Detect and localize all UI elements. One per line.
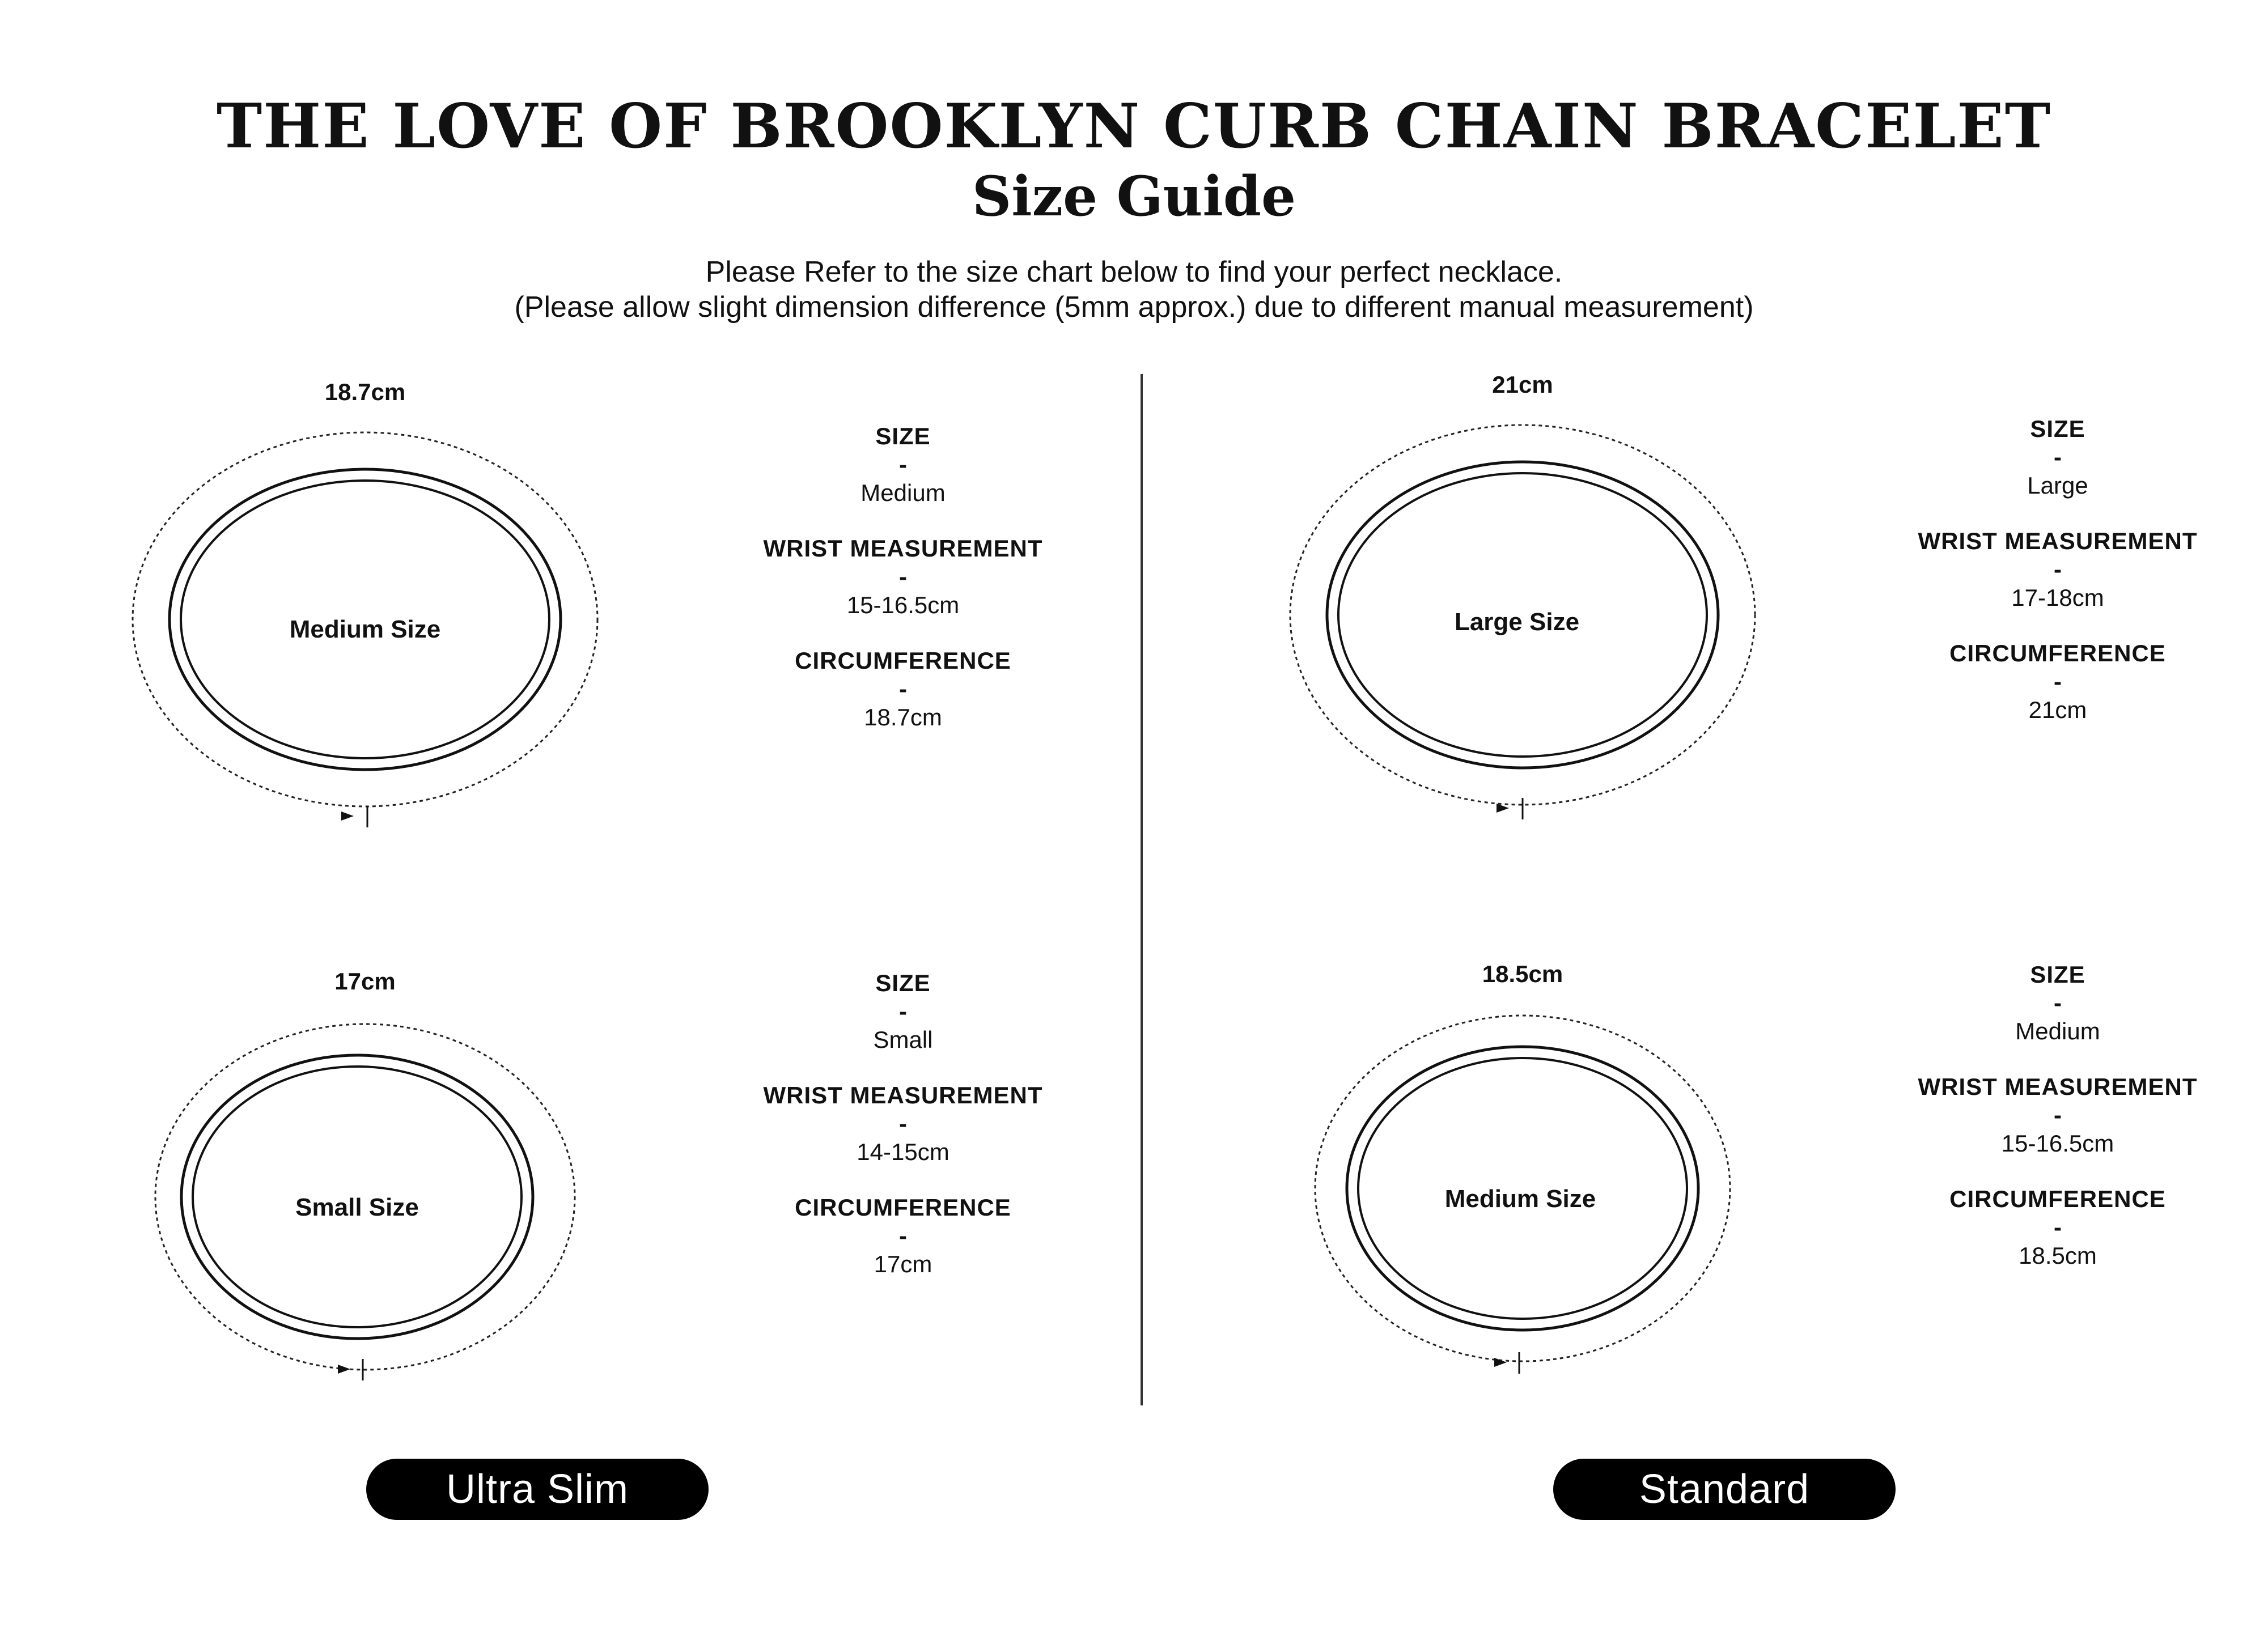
center-divider bbox=[1141, 374, 1143, 1405]
circumference-value: 18.7cm bbox=[864, 704, 942, 730]
dash: - bbox=[2054, 1214, 2062, 1241]
arrow-marker bbox=[341, 812, 354, 821]
page-title: THE LOVE OF BROOKLYN CURB CHAIN BRACELET bbox=[216, 91, 2052, 162]
bracelet-outer-ring bbox=[169, 469, 561, 770]
circumference-value: 18.5cm bbox=[2019, 1242, 2097, 1269]
spec-block-standard-medium bbox=[1859, 961, 2256, 1270]
size-value: Medium bbox=[2015, 1018, 2100, 1044]
spec-block-ultra-slim-medium bbox=[705, 422, 1101, 732]
circumference-heading: CIRCUMFERENCE bbox=[1949, 640, 2166, 666]
spec-block-standard-large bbox=[1859, 415, 2256, 724]
size-value: Large bbox=[2027, 472, 2088, 499]
size-value: Medium bbox=[860, 479, 946, 506]
size-heading: SIZE bbox=[875, 423, 931, 449]
dash: - bbox=[899, 563, 907, 590]
dash: - bbox=[899, 1222, 907, 1249]
arrow-marker bbox=[1497, 804, 1509, 813]
wrist-value: 14-15cm bbox=[857, 1139, 949, 1165]
circumference-value: 17cm bbox=[874, 1251, 932, 1277]
circumference-heading: CIRCUMFERENCE bbox=[1949, 1186, 2166, 1212]
ring-label: Medium Size bbox=[1444, 1185, 1596, 1213]
circumference-label-standard-medium: 18.5cm bbox=[1482, 961, 1563, 987]
circumference-label-standard-large: 21cm bbox=[1492, 371, 1553, 398]
dash: - bbox=[899, 1110, 907, 1137]
size-heading: SIZE bbox=[2030, 415, 2085, 442]
outer-dotted-circumference bbox=[1290, 425, 1755, 805]
bracelet-outer-ring bbox=[181, 1055, 533, 1339]
size-heading: SIZE bbox=[2030, 961, 2085, 988]
wrist-heading: WRIST MEASUREMENT bbox=[763, 535, 1043, 562]
ring-label: Medium Size bbox=[289, 615, 441, 643]
dash: - bbox=[899, 451, 907, 478]
instruction-line-1: Please Refer to the size chart below to find your perfect necklace. bbox=[705, 256, 1563, 288]
dash: - bbox=[899, 676, 907, 702]
circumference-label-ultra-slim-small: 17cm bbox=[334, 968, 396, 995]
wrist-heading: WRIST MEASUREMENT bbox=[1918, 528, 2198, 554]
bracelet-inner-ring bbox=[1358, 1058, 1687, 1319]
outer-dotted-circumference bbox=[155, 1024, 575, 1370]
dash: - bbox=[2054, 1102, 2062, 1128]
dash: - bbox=[2054, 668, 2062, 695]
spec-block-ultra-slim-small bbox=[705, 969, 1101, 1278]
page-subtitle: Size Guide bbox=[972, 164, 1296, 228]
arrow-marker bbox=[1494, 1358, 1507, 1367]
wrist-value: 15-16.5cm bbox=[2001, 1130, 2114, 1157]
bracelet-outer-ring bbox=[1327, 462, 1718, 768]
dash: - bbox=[2054, 444, 2062, 470]
bracelet-inner-ring bbox=[181, 481, 549, 758]
bracelet-inner-ring bbox=[193, 1067, 522, 1327]
arrow-marker bbox=[338, 1365, 350, 1374]
bracelet-inner-ring bbox=[1338, 473, 1707, 757]
circumference-heading: CIRCUMFERENCE bbox=[795, 1194, 1011, 1221]
wrist-value: 15-16.5cm bbox=[846, 592, 960, 618]
circumference-value: 21cm bbox=[2028, 696, 2087, 723]
circumference-heading: CIRCUMFERENCE bbox=[795, 647, 1011, 674]
ring-label: Large Size bbox=[1454, 608, 1580, 636]
ultra-slim-style-badge: Ultra Slim bbox=[366, 1459, 709, 1520]
dash: - bbox=[899, 998, 907, 1025]
wrist-heading: WRIST MEASUREMENT bbox=[1918, 1073, 2198, 1100]
standard-style-badge: Standard bbox=[1553, 1459, 1896, 1520]
ring-label: Small Size bbox=[295, 1193, 419, 1221]
outer-dotted-circumference bbox=[133, 432, 597, 806]
size-heading: SIZE bbox=[875, 970, 931, 996]
dash: - bbox=[2054, 989, 2062, 1016]
outer-dotted-circumference bbox=[1315, 1016, 1730, 1361]
instruction-line-2: (Please allow slight dimension difference (5mm approx.) due to different manual measurement) bbox=[514, 291, 1754, 324]
wrist-heading: WRIST MEASUREMENT bbox=[763, 1082, 1043, 1108]
circumference-label-ultra-slim-medium: 18.7cm bbox=[324, 379, 406, 405]
wrist-value: 17-18cm bbox=[2011, 584, 2104, 611]
size-value: Small bbox=[873, 1026, 933, 1053]
dash: - bbox=[2054, 556, 2062, 583]
bracelet-outer-ring bbox=[1347, 1047, 1698, 1330]
